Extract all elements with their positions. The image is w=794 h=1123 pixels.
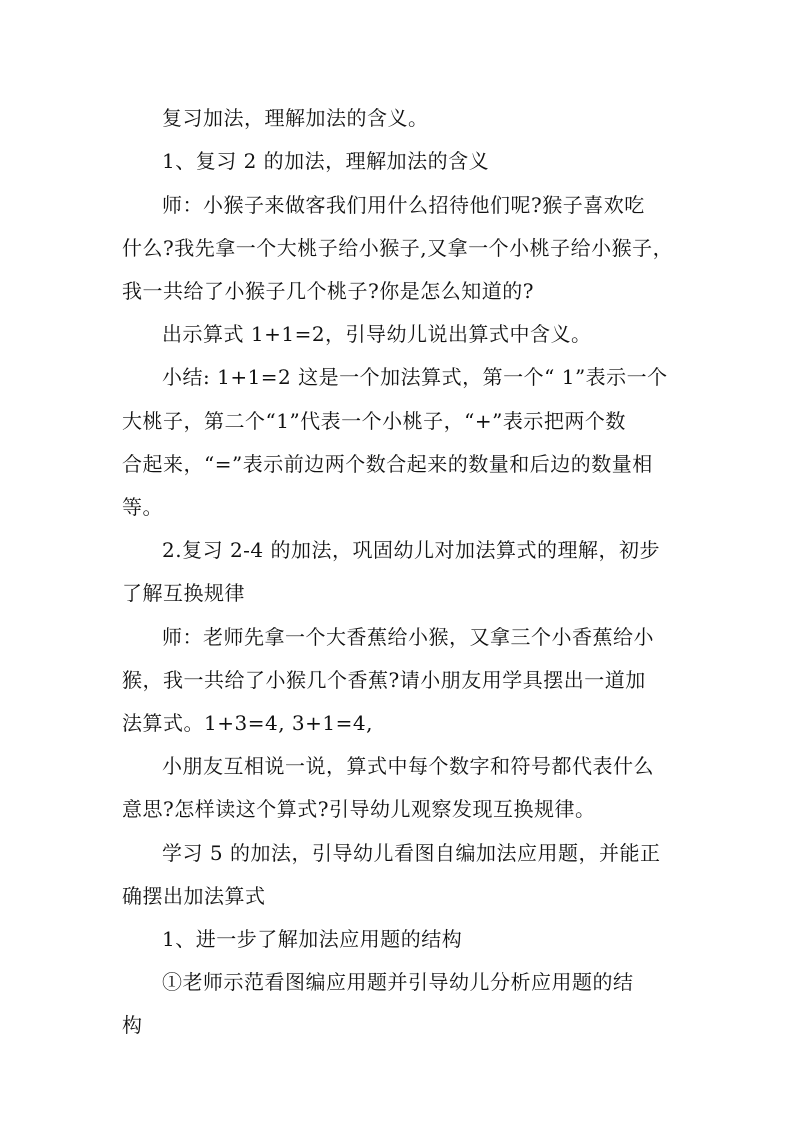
paragraph-line: 出示算式 1+1=2，引导幼儿说出算式中含义。 [162, 322, 592, 346]
paragraph-line: 1、复习 2 的加法，理解加法的含义 [162, 149, 490, 173]
paragraph-line: 师：小猴子来做客我们用什么招待他们呢?猴子喜欢吃 [162, 193, 645, 217]
paragraph-line: 学习 5 的加法，引导幼儿看图自编加法应用题，并能正 [162, 841, 661, 865]
paragraph-line: 1、进一步了解加法应用题的结构 [162, 927, 463, 951]
paragraph-line: 小结: 1+1=2 这是一个加法算式，第一个“ 1”表示一个 [162, 365, 668, 389]
paragraph-line: 意思?怎样读这个算式?引导幼儿观察发现互换规律。 [122, 797, 596, 821]
paragraph-line: 合起来，“=”表示前边两个数合起来的数量和后边的数量相 [122, 452, 653, 476]
paragraph-line: ①老师示范看图编应用题并引导幼儿分析应用题的结 [162, 970, 634, 994]
paragraph-line: 确摆出加法算式 [122, 884, 266, 908]
paragraph-line: 法算式。1+3=4, 3+1=4, [122, 711, 373, 735]
paragraph-line: 2.复习 2-4 的加法，巩固幼儿对加法算式的理解，初步 [162, 538, 661, 562]
paragraph-line: 了解互换规律 [122, 581, 245, 605]
paragraph-line: 构 [122, 1013, 143, 1037]
paragraph-line: 大桃子，第二个“1”代表一个小桃子，“+”表示把两个数 [122, 409, 626, 433]
paragraph-line: 小朋友互相说一说，算式中每个数字和符号都代表什么 [162, 754, 654, 778]
paragraph-line: 猴，我一共给了小猴几个香蕉?请小朋友用学具摆出一道加 [122, 668, 646, 692]
paragraph-line: 我一共给了小猴子几个桃子?你是怎么知道的? [122, 279, 534, 303]
paragraph-line: 复习加法，理解加法的含义。 [162, 106, 429, 130]
paragraph-line: 等。 [122, 495, 163, 519]
paragraph-line: 什么?我先拿一个大桃子给小猴子,又拿一个小桃子给小猴子， [122, 236, 674, 260]
paragraph-line: 师：老师先拿一个大香蕉给小猴，又拿三个小香蕉给小 [162, 625, 654, 649]
